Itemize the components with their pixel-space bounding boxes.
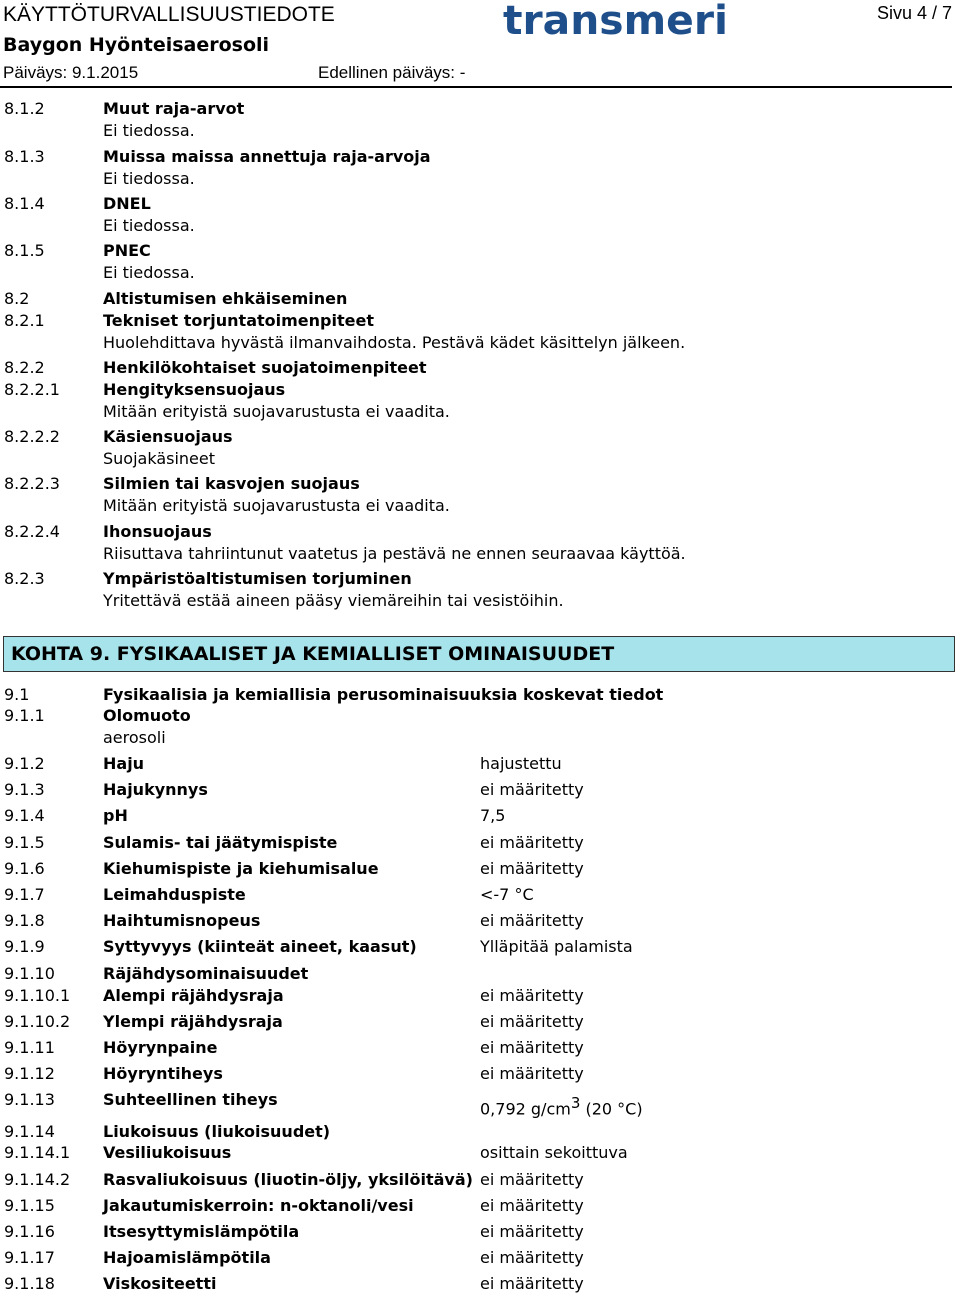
property-value: ei määritetty [480,1170,584,1189]
property-row [0,1170,960,1194]
section-9-header [3,636,955,672]
property-row [0,885,960,909]
property-label: Leimahduspiste [103,885,246,904]
row-label: Muissa maissa annettuja raja-arvoja [103,147,431,166]
property-label: Sulamis- tai jäätymispiste [103,833,338,852]
row-label: Ihonsuojaus [103,522,212,541]
section-8-row [0,569,960,593]
row-note: Ei tiedossa. [103,263,195,282]
property-number: 9.1.8 [4,911,45,930]
property-label: Höyrynpaine [103,1038,218,1057]
row-label: Altistumisen ehkäiseminen [103,289,348,308]
previous-date: Edellinen päiväys: - [318,63,466,82]
property-value: ei määritetty [480,1064,584,1083]
property-label: Syttyvyys (kiinteät aineet, kaasut) [103,937,417,956]
row-label: Ympäristöaltistumisen torjuminen [103,569,412,588]
section-8-row [0,358,960,382]
property-label: Fysikaalisia ja kemiallisia perusominaisuuksia koskevat tiedot [103,685,664,704]
row-number: 8.2.3 [4,569,45,588]
property-label: Hajukynnys [103,780,208,799]
row-note: Mitään erityistä suojavarustusta ei vaadita. [103,402,450,421]
property-value: ei määritetty [480,1248,584,1267]
property-label: Kiehumispiste ja kiehumisalue [103,859,379,878]
property-label: Alempi räjähdysraja [103,986,284,1005]
row-note: Yritettävä estää aineen pääsy viemäreihin tai vesistöihin. [103,591,564,610]
property-row [0,1090,960,1119]
section-8-row [0,427,960,451]
property-value: hajustettu [480,754,562,773]
row-number: 8.2.2.3 [4,474,60,493]
property-value: ei määritetty [480,780,584,799]
property-number: 9.1.1 [4,706,45,725]
property-value: 7,5 [480,806,506,825]
section-8-row [0,194,960,218]
property-value: <-7 °C [480,885,534,904]
section-8-row [0,522,960,546]
property-value: ei määritetty [480,986,584,1005]
row-note: Ei tiedossa. [103,169,195,188]
row-label: Silmien tai kasvojen suojaus [103,474,360,493]
property-row [0,1143,960,1167]
property-number: 9.1.18 [4,1274,55,1293]
property-value: ei määritetty [480,911,584,930]
row-number: 8.2.2.4 [4,522,60,541]
row-label: Käsiensuojaus [103,427,233,446]
section-8-row [0,289,960,313]
property-row [0,859,960,883]
property-row [0,986,960,1010]
page-number: Sivu 4 / 7 [876,3,952,23]
row-number: 8.1.2 [4,99,45,118]
row-label: Henkilökohtaiset suojatoimenpiteet [103,358,427,377]
header-divider [0,86,952,88]
property-value: ei määritetty [480,833,584,852]
property-number: 9.1.10.1 [4,986,71,1005]
property-number: 9.1.5 [4,833,45,852]
property-row [0,706,960,730]
row-number: 8.1.5 [4,241,45,260]
product-name: Baygon Hyönteisaerosoli [3,34,270,56]
property-label: pH [103,806,128,825]
property-number: 9.1.14 [4,1122,55,1141]
property-label: Haju [103,754,145,773]
value-tail: (20 °C) [580,1099,643,1119]
property-label: Olomuoto [103,706,191,725]
property-row [0,1064,960,1088]
property-row [0,1248,960,1272]
property-number: 9.1.13 [4,1090,55,1109]
property-value: ei määritetty [480,859,584,878]
row-note: Suojakäsineet [103,449,216,468]
property-value: ei määritetty [480,1196,584,1215]
property-row [0,1274,960,1298]
property-number: 9.1.14.2 [4,1170,71,1189]
property-value: ei määritetty [480,1012,584,1031]
property-label: Liukoisuus (liukoisuudet) [103,1122,331,1141]
property-row [0,964,960,988]
property-row [0,1012,960,1036]
property-row [0,937,960,961]
value-main: 0,792 g/cm [480,1099,571,1119]
section-8-row [0,474,960,498]
row-number: 8.2.2.1 [4,380,60,399]
property-number: 9.1.11 [4,1038,55,1057]
property-value [480,1094,643,1118]
row-label: Muut raja-arvot [103,99,245,118]
property-value: ei määritetty [480,1038,584,1057]
section-8-row [0,99,960,123]
property-label: Suhteellinen tiheys [103,1090,278,1109]
property-label: Hajoamislämpötila [103,1248,271,1267]
property-number: 9.1.16 [4,1222,55,1241]
property-label: Höyryntiheys [103,1064,223,1083]
property-label: Viskositeetti [103,1274,217,1293]
property-row [0,1038,960,1062]
row-number: 8.1.4 [4,194,45,213]
document-date: Päiväys: 9.1.2015 [3,63,139,82]
row-number: 8.2 [4,289,30,308]
section-8-row [0,147,960,171]
transmeri-logo [503,0,733,42]
row-number: 8.1.3 [4,147,45,166]
property-row [0,1222,960,1246]
section-8-row [0,311,960,335]
property-value: Ylläpitää palamista [480,937,633,956]
property-value: ei määritetty [480,1274,584,1293]
property-number: 9.1 [4,685,30,704]
property-number: 9.1.15 [4,1196,55,1215]
document-title: KÄYTTÖTURVALLISUUSTIEDOTE [3,3,335,26]
property-number: 9.1.12 [4,1064,55,1083]
property-number: 9.1.2 [4,754,45,773]
property-number: 9.1.14.1 [4,1143,71,1162]
row-note: Ei tiedossa. [103,121,195,140]
property-row [0,1196,960,1220]
property-number: 9.1.6 [4,859,45,878]
property-label: Jakautumiskerroin: n-oktanoli/vesi [103,1196,414,1215]
section-8-row [0,380,960,404]
row-number: 8.2.1 [4,311,45,330]
row-note: Riisuttava tahriintunut vaatetus ja pestävä ne ennen seuraavaa käyttöä. [103,544,686,563]
property-number: 9.1.7 [4,885,45,904]
logo-text: transmeri [503,0,728,42]
section-9-title: KOHTA 9. FYSIKAALISET JA KEMIALLISET OMINAISUUDET [11,643,615,665]
property-number: 9.1.10 [4,964,55,983]
row-label: PNEC [103,241,151,260]
row-note: Huolehdittava hyvästä ilmanvaihdosta. Pestävä kädet käsittelyn jälkeen. [103,333,686,352]
row-label: Tekniset torjuntatoimenpiteet [103,311,374,330]
row-number: 8.2.2.2 [4,427,60,446]
property-number: 9.1.4 [4,806,45,825]
row-note: Ei tiedossa. [103,216,195,235]
row-label: Hengityksensuojaus [103,380,286,399]
row-number: 8.2.2 [4,358,45,377]
property-number: 9.1.9 [4,937,45,956]
property-row [0,911,960,935]
property-label: Haihtumisnopeus [103,911,261,930]
property-label: Vesiliukoisuus [103,1143,232,1162]
property-number: 9.1.10.2 [4,1012,71,1031]
property-label: Rasvaliukoisuus (liuotin-öljy, yksilöitävä) [103,1170,473,1189]
property-label: Itsesyttymislämpötila [103,1222,300,1241]
section-8-row [0,241,960,265]
property-note: aerosoli [103,728,166,747]
property-row [0,806,960,830]
property-value: ei määritetty [480,1222,584,1241]
property-number: 9.1.17 [4,1248,55,1267]
row-label: DNEL [103,194,151,213]
property-number: 9.1.3 [4,780,45,799]
row-note: Mitään erityistä suojavarustusta ei vaadita. [103,496,450,515]
property-row [0,833,960,857]
property-label: Ylempi räjähdysraja [103,1012,283,1031]
property-row [0,754,960,778]
property-row [0,780,960,804]
value-superscript: 3 [570,1094,581,1112]
property-value: osittain sekoittuva [480,1143,628,1162]
property-label: Räjähdysominaisuudet [103,964,309,983]
